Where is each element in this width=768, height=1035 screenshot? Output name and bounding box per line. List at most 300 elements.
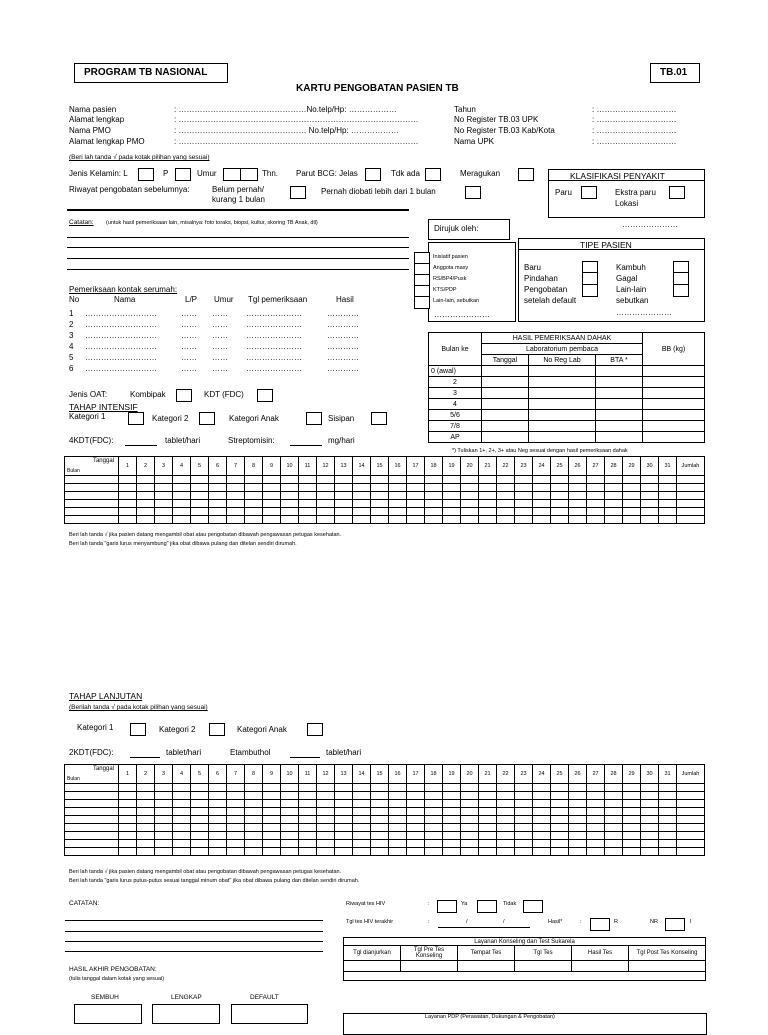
calendar-cell[interactable] (605, 516, 623, 524)
calendar-cell[interactable] (515, 824, 533, 832)
calendar-cell[interactable] (659, 840, 677, 848)
calendar-cell[interactable] (677, 792, 705, 800)
calendar-cell[interactable] (263, 848, 281, 856)
konseling-cell[interactable] (344, 961, 401, 972)
calendar-cell[interactable] (533, 800, 551, 808)
calendar-cell[interactable] (281, 492, 299, 500)
calendar-cell[interactable] (353, 792, 371, 800)
kontak-cell[interactable]: …… (212, 364, 228, 373)
kontak-cell[interactable]: ………………… (246, 320, 302, 329)
calendar-cell[interactable] (623, 816, 641, 824)
calendar-cell[interactable] (389, 824, 407, 832)
calendar-cell[interactable] (533, 784, 551, 792)
dahak-cell[interactable] (643, 421, 705, 432)
calendar-cell[interactable] (407, 516, 425, 524)
paru-checkbox[interactable] (581, 186, 597, 199)
calendar-cell[interactable] (209, 832, 227, 840)
strep-input[interactable] (290, 445, 322, 446)
calendar-cell[interactable] (605, 500, 623, 508)
kontak-cell[interactable]: ………………… (246, 331, 302, 340)
calendar-cell[interactable] (317, 840, 335, 848)
calendar-cell[interactable] (407, 476, 425, 484)
calendar-cell[interactable] (623, 792, 641, 800)
calendar-cell[interactable] (245, 516, 263, 524)
calendar-cell[interactable] (551, 476, 569, 484)
intensif-ka-checkbox[interactable] (306, 412, 322, 425)
calendar-cell[interactable] (353, 784, 371, 792)
calendar-cell[interactable] (119, 784, 137, 792)
calendar-cell[interactable] (677, 800, 705, 808)
calendar-cell[interactable] (515, 484, 533, 492)
calendar-cell[interactable] (263, 840, 281, 848)
dahak-cell[interactable] (482, 421, 529, 432)
calendar-cell[interactable] (623, 516, 641, 524)
calendar-cell[interactable] (263, 832, 281, 840)
calendar-cell[interactable] (461, 800, 479, 808)
calendar-cell[interactable] (173, 824, 191, 832)
calendar-cell[interactable] (119, 476, 137, 484)
calendar-cell[interactable] (569, 792, 587, 800)
calendar-cell[interactable] (569, 492, 587, 500)
calendar-cell[interactable] (659, 808, 677, 816)
kontak-cell[interactable]: …… (212, 353, 228, 362)
calendar-cell[interactable] (641, 824, 659, 832)
calendar-cell[interactable] (299, 832, 317, 840)
calendar-cell[interactable] (389, 840, 407, 848)
calendar-cell[interactable] (245, 508, 263, 516)
calendar-cell[interactable] (173, 508, 191, 516)
calendar-cell[interactable] (659, 508, 677, 516)
calendar-cell[interactable] (119, 848, 137, 856)
calendar-cell[interactable] (443, 832, 461, 840)
calendar-cell[interactable] (551, 824, 569, 832)
calendar-cell[interactable] (461, 808, 479, 816)
dahak-cell[interactable] (596, 421, 643, 432)
dahak-cell[interactable] (529, 399, 596, 410)
calendar-cell[interactable] (335, 840, 353, 848)
calendar-cell[interactable] (515, 492, 533, 500)
calendar-cell[interactable] (335, 824, 353, 832)
bottom-catatan-line[interactable] (65, 920, 323, 921)
konseling-cell[interactable] (629, 961, 706, 972)
calendar-cell[interactable] (677, 476, 705, 484)
calendar-cell[interactable] (65, 792, 119, 800)
calendar-cell[interactable] (353, 500, 371, 508)
calendar-cell[interactable] (227, 792, 245, 800)
calendar-cell[interactable] (353, 832, 371, 840)
calendar-cell[interactable] (65, 816, 119, 824)
kontak-cell[interactable]: …… (212, 342, 228, 351)
calendar-cell[interactable] (137, 840, 155, 848)
calendar-cell[interactable] (407, 508, 425, 516)
calendar-cell[interactable] (605, 492, 623, 500)
calendar-cell[interactable] (461, 476, 479, 484)
calendar-cell[interactable] (587, 784, 605, 792)
calendar-cell[interactable] (155, 840, 173, 848)
calendar-cell[interactable] (281, 516, 299, 524)
calendar-cell[interactable] (173, 500, 191, 508)
calendar-cell[interactable] (605, 784, 623, 792)
calendar-cell[interactable] (515, 516, 533, 524)
calendar-cell[interactable] (533, 840, 551, 848)
calendar-cell[interactable] (515, 848, 533, 856)
calendar-cell[interactable] (659, 500, 677, 508)
hasil-nr-checkbox[interactable] (665, 918, 685, 931)
calendar-cell[interactable] (461, 832, 479, 840)
calendar-cell[interactable] (461, 840, 479, 848)
calendar-cell[interactable] (587, 500, 605, 508)
calendar-cell[interactable] (479, 792, 497, 800)
tipe-dots[interactable]: ………………… (616, 308, 672, 317)
calendar-cell[interactable] (479, 816, 497, 824)
calendar-cell[interactable] (443, 848, 461, 856)
calendar-cell[interactable] (569, 824, 587, 832)
field-value[interactable]: : …………………………………………No.telp/Hp: ……………… (174, 105, 397, 114)
calendar-cell[interactable] (155, 792, 173, 800)
field-value[interactable]: : ………………………… (592, 126, 677, 135)
calendar-cell[interactable] (209, 824, 227, 832)
calendar-cell[interactable] (191, 848, 209, 856)
calendar-cell[interactable] (371, 848, 389, 856)
calendar-cell[interactable] (263, 500, 281, 508)
calendar-cell[interactable] (659, 824, 677, 832)
calendar-cell[interactable] (569, 848, 587, 856)
calendar-cell[interactable] (299, 516, 317, 524)
kontak-cell[interactable]: ………… (327, 364, 359, 373)
field-value[interactable]: : ………………………… (592, 115, 677, 124)
calendar-cell[interactable] (569, 840, 587, 848)
calendar-cell[interactable] (209, 484, 227, 492)
field-value[interactable]: : ………………………… (592, 105, 677, 114)
dahak-cell[interactable] (643, 377, 705, 388)
calendar-cell[interactable] (461, 816, 479, 824)
intensif-dose-input[interactable] (125, 445, 157, 446)
calendar-cell[interactable] (425, 832, 443, 840)
calendar-cell[interactable] (587, 840, 605, 848)
calendar-cell[interactable] (155, 476, 173, 484)
calendar-cell[interactable] (659, 484, 677, 492)
calendar-cell[interactable] (623, 492, 641, 500)
calendar-cell[interactable] (227, 848, 245, 856)
calendar-cell[interactable] (209, 840, 227, 848)
calendar-cell[interactable] (641, 516, 659, 524)
calendar-cell[interactable] (497, 832, 515, 840)
calendar-cell[interactable] (335, 784, 353, 792)
konseling-cell[interactable] (401, 961, 458, 972)
calendar-cell[interactable] (605, 800, 623, 808)
calendar-cell[interactable] (317, 484, 335, 492)
calendar-cell[interactable] (191, 800, 209, 808)
calendar-cell[interactable] (137, 816, 155, 824)
calendar-cell[interactable] (245, 824, 263, 832)
calendar-cell[interactable] (479, 840, 497, 848)
calendar-cell[interactable] (551, 840, 569, 848)
calendar-cell[interactable] (65, 848, 119, 856)
calendar-cell[interactable] (335, 500, 353, 508)
calendar-cell[interactable] (353, 816, 371, 824)
calendar-cell[interactable] (137, 824, 155, 832)
calendar-cell[interactable] (497, 476, 515, 484)
calendar-cell[interactable] (551, 508, 569, 516)
calendar-cell[interactable] (551, 832, 569, 840)
lanjutan-ka-checkbox[interactable] (307, 723, 323, 736)
calendar-cell[interactable] (155, 508, 173, 516)
calendar-cell[interactable] (281, 840, 299, 848)
calendar-cell[interactable] (335, 800, 353, 808)
kontak-cell[interactable]: ………………… (246, 353, 302, 362)
calendar-cell[interactable] (587, 492, 605, 500)
kontak-cell[interactable]: ………………… (246, 309, 302, 318)
dahak-cell[interactable] (529, 377, 596, 388)
calendar-cell[interactable] (371, 816, 389, 824)
calendar-cell[interactable] (137, 500, 155, 508)
kontak-cell[interactable]: …… (181, 353, 197, 362)
calendar-cell[interactable] (425, 508, 443, 516)
calendar-cell[interactable] (137, 492, 155, 500)
lanjutan-k1-checkbox[interactable] (130, 723, 146, 736)
calendar-cell[interactable] (173, 816, 191, 824)
calendar-cell[interactable] (641, 476, 659, 484)
calendar-cell[interactable] (371, 500, 389, 508)
calendar-cell[interactable] (299, 840, 317, 848)
calendar-cell[interactable] (227, 800, 245, 808)
calendar-cell[interactable] (119, 516, 137, 524)
calendar-cell[interactable] (353, 516, 371, 524)
kontak-cell[interactable]: ………… (327, 320, 359, 329)
calendar-cell[interactable] (371, 840, 389, 848)
dahak-cell[interactable] (643, 388, 705, 399)
calendar-cell[interactable] (551, 816, 569, 824)
calendar-cell[interactable] (191, 808, 209, 816)
calendar-cell[interactable] (335, 848, 353, 856)
calendar-cell[interactable] (155, 500, 173, 508)
calendar-cell[interactable] (425, 840, 443, 848)
calendar-cell[interactable] (137, 516, 155, 524)
calendar-cell[interactable] (209, 848, 227, 856)
hiv-tidak-checkbox[interactable] (477, 900, 497, 913)
calendar-cell[interactable] (335, 476, 353, 484)
calendar-cell[interactable] (479, 500, 497, 508)
calendar-cell[interactable] (119, 484, 137, 492)
calendar-cell[interactable] (641, 508, 659, 516)
kontak-cell[interactable]: ……………………… (85, 320, 157, 329)
calendar-cell[interactable] (515, 816, 533, 824)
calendar-cell[interactable] (191, 500, 209, 508)
kontak-cell[interactable]: ………………… (246, 342, 302, 351)
calendar-cell[interactable] (407, 824, 425, 832)
kontak-cell[interactable]: …… (181, 342, 197, 351)
dahak-cell[interactable] (643, 366, 705, 377)
calendar-cell[interactable] (281, 832, 299, 840)
outcome-sembuh-box[interactable] (74, 1004, 142, 1024)
calendar-cell[interactable] (317, 808, 335, 816)
calendar-cell[interactable] (569, 816, 587, 824)
kdt-checkbox[interactable] (257, 389, 273, 402)
calendar-cell[interactable] (677, 484, 705, 492)
calendar-cell[interactable] (119, 816, 137, 824)
calendar-cell[interactable] (119, 500, 137, 508)
calendar-cell[interactable] (173, 792, 191, 800)
calendar-cell[interactable] (659, 816, 677, 824)
calendar-cell[interactable] (299, 816, 317, 824)
calendar-cell[interactable] (263, 792, 281, 800)
calendar-cell[interactable] (389, 832, 407, 840)
calendar-cell[interactable] (65, 492, 119, 500)
kontak-cell[interactable]: …… (212, 309, 228, 318)
calendar-cell[interactable] (515, 808, 533, 816)
konseling-cell[interactable] (515, 961, 572, 972)
calendar-cell[interactable] (551, 848, 569, 856)
calendar-cell[interactable] (263, 800, 281, 808)
calendar-cell[interactable] (641, 500, 659, 508)
dahak-cell[interactable] (596, 366, 643, 377)
calendar-cell[interactable] (425, 484, 443, 492)
calendar-cell[interactable] (641, 792, 659, 800)
calendar-cell[interactable] (623, 848, 641, 856)
calendar-cell[interactable] (569, 808, 587, 816)
calendar-cell[interactable] (137, 808, 155, 816)
calendar-cell[interactable] (155, 784, 173, 792)
calendar-cell[interactable] (623, 840, 641, 848)
kontak-cell[interactable]: ……………………… (85, 353, 157, 362)
dahak-cell[interactable] (596, 399, 643, 410)
calendar-cell[interactable] (443, 484, 461, 492)
calendar-cell[interactable] (317, 800, 335, 808)
calendar-cell[interactable] (281, 476, 299, 484)
dahak-cell[interactable] (529, 366, 596, 377)
calendar-cell[interactable] (137, 484, 155, 492)
calendar-cell[interactable] (335, 508, 353, 516)
calendar-cell[interactable] (65, 808, 119, 816)
calendar-cell[interactable] (335, 808, 353, 816)
calendar-cell[interactable] (317, 492, 335, 500)
outcome-default-box[interactable] (231, 1004, 308, 1024)
calendar-cell[interactable] (659, 516, 677, 524)
gender-l-checkbox[interactable] (138, 168, 154, 181)
calendar-cell[interactable] (263, 824, 281, 832)
calendar-cell[interactable] (371, 792, 389, 800)
calendar-cell[interactable] (173, 808, 191, 816)
calendar-cell[interactable] (659, 792, 677, 800)
bcg-meragukan-checkbox[interactable] (518, 168, 534, 181)
konseling-cell[interactable] (458, 961, 515, 972)
calendar-cell[interactable] (263, 808, 281, 816)
calendar-cell[interactable] (551, 492, 569, 500)
calendar-cell[interactable] (605, 792, 623, 800)
calendar-cell[interactable] (155, 816, 173, 824)
calendar-cell[interactable] (119, 808, 137, 816)
calendar-cell[interactable] (515, 792, 533, 800)
calendar-cell[interactable] (209, 808, 227, 816)
calendar-cell[interactable] (353, 484, 371, 492)
calendar-cell[interactable] (479, 832, 497, 840)
calendar-cell[interactable] (245, 476, 263, 484)
dahak-cell[interactable] (482, 388, 529, 399)
calendar-cell[interactable] (173, 840, 191, 848)
calendar-cell[interactable] (659, 784, 677, 792)
calendar-cell[interactable] (425, 824, 443, 832)
calendar-cell[interactable] (443, 476, 461, 484)
dahak-cell[interactable] (529, 388, 596, 399)
calendar-cell[interactable] (443, 792, 461, 800)
calendar-cell[interactable] (137, 832, 155, 840)
calendar-cell[interactable] (137, 792, 155, 800)
catatan-line[interactable] (67, 269, 409, 270)
konseling-cell[interactable] (572, 961, 629, 972)
calendar-cell[interactable] (65, 476, 119, 484)
calendar-cell[interactable] (353, 492, 371, 500)
calendar-cell[interactable] (317, 792, 335, 800)
calendar-cell[interactable] (209, 816, 227, 824)
calendar-cell[interactable] (281, 848, 299, 856)
calendar-cell[interactable] (209, 476, 227, 484)
calendar-cell[interactable] (227, 484, 245, 492)
calendar-cell[interactable] (281, 484, 299, 492)
dahak-cell[interactable] (482, 399, 529, 410)
calendar-cell[interactable] (263, 816, 281, 824)
calendar-cell[interactable] (335, 484, 353, 492)
calendar-cell[interactable] (155, 484, 173, 492)
calendar-cell[interactable] (407, 800, 425, 808)
calendar-cell[interactable] (569, 800, 587, 808)
calendar-cell[interactable] (641, 808, 659, 816)
dirujuk-checkbox[interactable] (414, 296, 430, 309)
calendar-cell[interactable] (227, 508, 245, 516)
calendar-cell[interactable] (677, 832, 705, 840)
field-value[interactable]: : ………………………… (592, 137, 677, 146)
calendar-cell[interactable] (245, 848, 263, 856)
calendar-cell[interactable] (191, 516, 209, 524)
calendar-cell[interactable] (551, 500, 569, 508)
calendar-cell[interactable] (605, 840, 623, 848)
calendar-cell[interactable] (353, 840, 371, 848)
calendar-cell[interactable] (371, 476, 389, 484)
calendar-cell[interactable] (605, 484, 623, 492)
calendar-cell[interactable] (389, 516, 407, 524)
calendar-cell[interactable] (425, 516, 443, 524)
calendar-cell[interactable] (389, 476, 407, 484)
calendar-cell[interactable] (551, 484, 569, 492)
calendar-cell[interactable] (551, 808, 569, 816)
kontak-cell[interactable]: ……………………… (85, 342, 157, 351)
calendar-cell[interactable] (335, 516, 353, 524)
calendar-cell[interactable] (533, 484, 551, 492)
calendar-cell[interactable] (227, 824, 245, 832)
hasil-r-checkbox[interactable] (590, 918, 610, 931)
calendar-cell[interactable] (641, 832, 659, 840)
calendar-cell[interactable] (677, 816, 705, 824)
calendar-cell[interactable] (605, 832, 623, 840)
calendar-cell[interactable] (227, 492, 245, 500)
calendar-cell[interactable] (587, 476, 605, 484)
calendar-cell[interactable] (407, 840, 425, 848)
calendar-cell[interactable] (173, 800, 191, 808)
calendar-cell[interactable] (227, 476, 245, 484)
calendar-cell[interactable] (425, 476, 443, 484)
kontak-cell[interactable]: ……………………… (85, 331, 157, 340)
calendar-cell[interactable] (479, 800, 497, 808)
calendar-cell[interactable] (569, 516, 587, 524)
bottom-catatan-line[interactable] (65, 931, 323, 932)
calendar-cell[interactable] (317, 516, 335, 524)
calendar-cell[interactable] (137, 508, 155, 516)
calendar-cell[interactable] (605, 848, 623, 856)
calendar-cell[interactable] (587, 808, 605, 816)
calendar-cell[interactable] (263, 484, 281, 492)
calendar-cell[interactable] (371, 808, 389, 816)
calendar-cell[interactable] (623, 500, 641, 508)
calendar-cell[interactable] (389, 808, 407, 816)
